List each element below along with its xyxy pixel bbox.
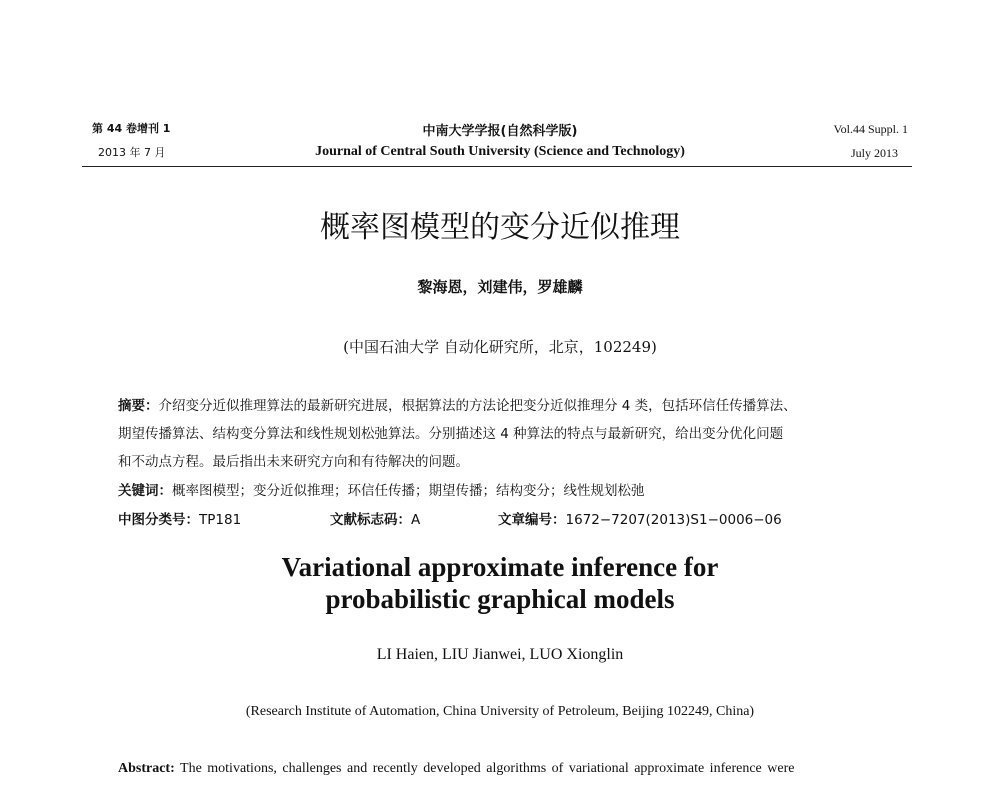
abstract-en-text: The motivations, challenges and recently developed algorithms of variational approximate inference were: [180, 761, 795, 776]
journal-name-cn: 中南大学学报(自然科学版): [422, 124, 578, 139]
issue-date-cn: 2013 年 7 月: [98, 146, 166, 159]
clc-number: [118, 508, 241, 528]
article-number-label: 文章编号：: [498, 512, 566, 528]
abstract-text: 介绍变分近似推理算法的最新研究进展，根据算法的方法论把变分近似推理分 4 类，包括环信任传播算法、: [158, 398, 797, 414]
abstract-cn-line: [118, 394, 797, 414]
title-en-line2: probabilistic graphical models: [325, 584, 675, 614]
doc-code-label: 文献标志码：: [330, 512, 411, 528]
article-number-value: 1672−7207(2013)S1−0006−06: [565, 512, 782, 528]
article-number: [498, 508, 782, 528]
abstract-cn-line: 期望传播算法、结构变分算法和线性规划松弛算法。分别描述这 4 种算法的特点与最新研究，给出变分优化问题: [118, 426, 784, 442]
title-en-line1: Variational approximate inference for: [281, 552, 719, 582]
abstract-label: 摘要：: [118, 398, 159, 414]
affiliation-en: (Research Institute of Automation, China University of Petroleum, Beijing 102249, China): [245, 704, 755, 719]
title-cn: 概率图模型的变分近似推理: [320, 210, 680, 245]
clc-value: TP181: [199, 512, 242, 528]
abstract-cn-line: 和不动点方程。最后指出未来研究方向和有待解决的问题。: [118, 454, 469, 470]
doc-code-value: A: [411, 512, 421, 528]
abstract-en-label: Abstract:: [118, 761, 175, 776]
date-en: July 2013: [850, 146, 898, 160]
keywords-cn: [118, 479, 645, 499]
journal-name-en: Journal of Central South University (Science and Technology): [315, 144, 685, 159]
volume-info: 第 44 卷增刊 1: [92, 122, 171, 135]
header-rule: [82, 166, 912, 167]
volume-en: Vol.44 Suppl. 1: [833, 122, 908, 136]
affiliation-cn: (中国石油大学 自动化研究所，北京，102249): [343, 338, 657, 356]
clc-label: 中图分类号：: [118, 512, 199, 528]
authors-en: LI Haien, LIU Jianwei, LUO Xionglin: [376, 646, 624, 663]
keywords-label: 关键词：: [118, 483, 172, 499]
abstract-en: [118, 761, 794, 777]
keywords-text: 概率图模型；变分近似推理；环信任传播；期望传播；结构变分；线性规划松弛: [172, 483, 645, 499]
authors-cn: 黎海恩，刘建伟，罗雄麟: [417, 278, 583, 296]
doc-code: [330, 508, 420, 528]
